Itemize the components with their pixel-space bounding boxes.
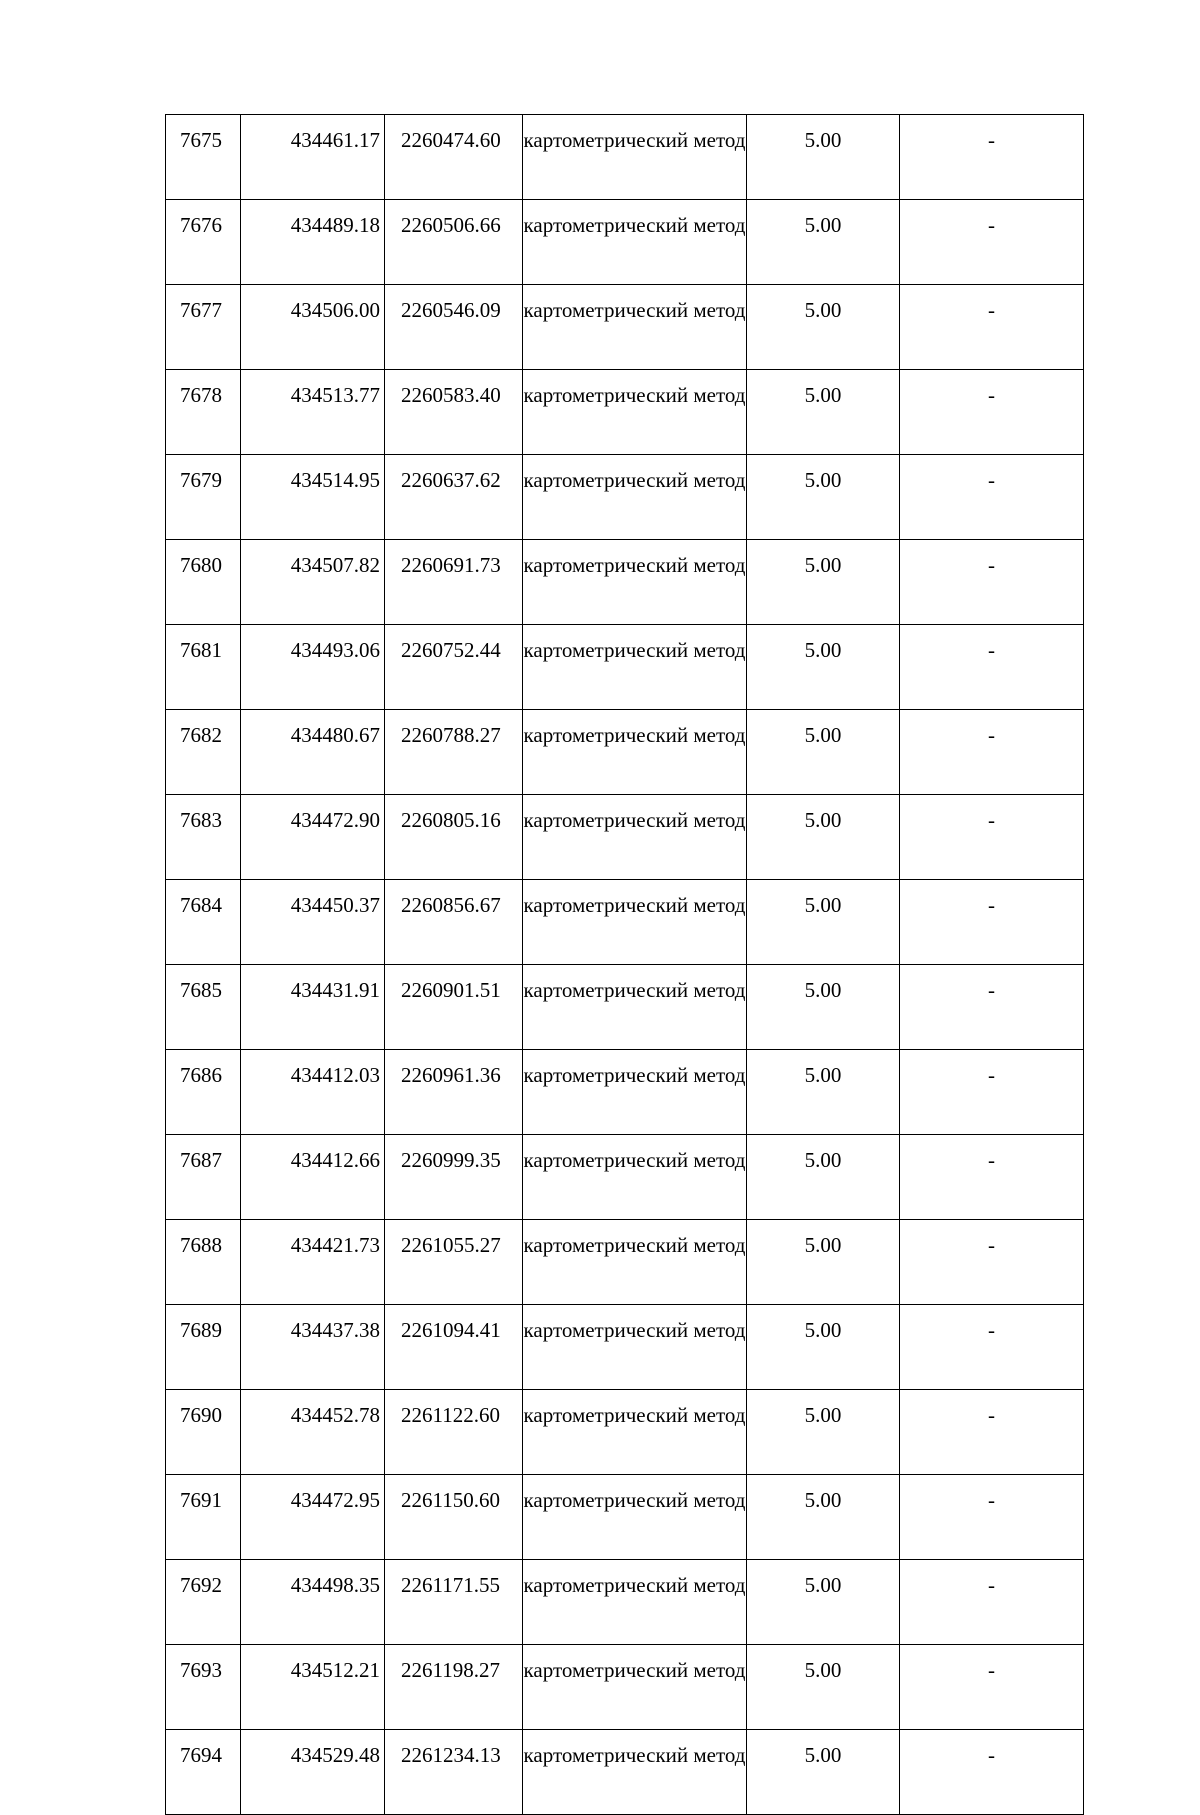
accuracy-cell: 5.00 — [747, 1645, 900, 1730]
accuracy-cell: 5.00 — [747, 965, 900, 1050]
accuracy-cell: 5.00 — [747, 625, 900, 710]
note-cell: - — [900, 285, 1084, 370]
y-coordinate-cell: 2261198.27 — [385, 1645, 523, 1730]
note-cell: - — [900, 625, 1084, 710]
point-id-cell: 7684 — [166, 880, 241, 965]
method-cell: картометрический метод — [523, 200, 747, 285]
method-cell: картометрический метод — [523, 285, 747, 370]
x-coordinate-cell: 434472.90 — [241, 795, 385, 880]
accuracy-cell: 5.00 — [747, 1305, 900, 1390]
y-coordinate-cell: 2260474.60 — [385, 115, 523, 200]
table-row — [166, 625, 1084, 710]
method-cell: картометрический метод — [523, 1135, 747, 1220]
table-row — [166, 1645, 1084, 1730]
coordinates-table — [165, 114, 1084, 1815]
y-coordinate-cell: 2260999.35 — [385, 1135, 523, 1220]
point-id-cell: 7687 — [166, 1135, 241, 1220]
point-id-cell: 7678 — [166, 370, 241, 455]
y-coordinate-cell: 2261055.27 — [385, 1220, 523, 1305]
note-cell: - — [900, 1305, 1084, 1390]
y-coordinate-cell: 2260901.51 — [385, 965, 523, 1050]
accuracy-cell: 5.00 — [747, 795, 900, 880]
method-cell: картометрический метод — [523, 1220, 747, 1305]
note-cell: - — [900, 455, 1084, 540]
method-cell: картометрический метод — [523, 115, 747, 200]
note-cell: - — [900, 1135, 1084, 1220]
accuracy-cell: 5.00 — [747, 880, 900, 965]
table-row — [166, 455, 1084, 540]
point-id-cell: 7691 — [166, 1475, 241, 1560]
point-id-cell: 7677 — [166, 285, 241, 370]
point-id-cell: 7681 — [166, 625, 241, 710]
method-cell: картометрический метод — [523, 795, 747, 880]
method-cell: картометрический метод — [523, 1390, 747, 1475]
y-coordinate-cell: 2261234.13 — [385, 1730, 523, 1815]
y-coordinate-cell: 2260805.16 — [385, 795, 523, 880]
accuracy-cell: 5.00 — [747, 200, 900, 285]
method-cell: картометрический метод — [523, 1730, 747, 1815]
point-id-cell: 7679 — [166, 455, 241, 540]
table-row — [166, 1135, 1084, 1220]
note-cell: - — [900, 1475, 1084, 1560]
point-id-cell: 7690 — [166, 1390, 241, 1475]
y-coordinate-cell: 2261171.55 — [385, 1560, 523, 1645]
x-coordinate-cell: 434506.00 — [241, 285, 385, 370]
table-row — [166, 370, 1084, 455]
table-row — [166, 1390, 1084, 1475]
accuracy-cell: 5.00 — [747, 115, 900, 200]
method-cell: картометрический метод — [523, 880, 747, 965]
note-cell: - — [900, 1730, 1084, 1815]
note-cell: - — [900, 710, 1084, 795]
note-cell: - — [900, 1220, 1084, 1305]
y-coordinate-cell: 2260637.62 — [385, 455, 523, 540]
y-coordinate-cell: 2260506.66 — [385, 200, 523, 285]
point-id-cell: 7688 — [166, 1220, 241, 1305]
note-cell: - — [900, 1645, 1084, 1730]
method-cell: картометрический метод — [523, 710, 747, 795]
accuracy-cell: 5.00 — [747, 1220, 900, 1305]
method-cell: картометрический метод — [523, 1645, 747, 1730]
table-row — [166, 1305, 1084, 1390]
point-id-cell: 7689 — [166, 1305, 241, 1390]
x-coordinate-cell: 434480.67 — [241, 710, 385, 795]
note-cell: - — [900, 115, 1084, 200]
note-cell: - — [900, 880, 1084, 965]
table-row — [166, 710, 1084, 795]
accuracy-cell: 5.00 — [747, 1560, 900, 1645]
point-id-cell: 7694 — [166, 1730, 241, 1815]
x-coordinate-cell: 434472.95 — [241, 1475, 385, 1560]
method-cell: картометрический метод — [523, 1305, 747, 1390]
point-id-cell: 7693 — [166, 1645, 241, 1730]
x-coordinate-cell: 434514.95 — [241, 455, 385, 540]
method-cell: картометрический метод — [523, 625, 747, 710]
accuracy-cell: 5.00 — [747, 285, 900, 370]
y-coordinate-cell: 2260856.67 — [385, 880, 523, 965]
accuracy-cell: 5.00 — [747, 710, 900, 795]
x-coordinate-cell: 434498.35 — [241, 1560, 385, 1645]
table-row — [166, 540, 1084, 625]
x-coordinate-cell: 434493.06 — [241, 625, 385, 710]
table-row — [166, 285, 1084, 370]
table-row — [166, 115, 1084, 200]
accuracy-cell: 5.00 — [747, 540, 900, 625]
table-row — [166, 1730, 1084, 1815]
x-coordinate-cell: 434513.77 — [241, 370, 385, 455]
note-cell: - — [900, 795, 1084, 880]
y-coordinate-cell: 2260788.27 — [385, 710, 523, 795]
accuracy-cell: 5.00 — [747, 455, 900, 540]
x-coordinate-cell: 434512.21 — [241, 1645, 385, 1730]
table-row — [166, 200, 1084, 285]
table-row — [166, 1220, 1084, 1305]
coordinates-table-body — [166, 115, 1084, 1815]
y-coordinate-cell: 2260961.36 — [385, 1050, 523, 1135]
method-cell: картометрический метод — [523, 1050, 747, 1135]
x-coordinate-cell: 434412.66 — [241, 1135, 385, 1220]
note-cell: - — [900, 1050, 1084, 1135]
note-cell: - — [900, 1560, 1084, 1645]
y-coordinate-cell: 2261094.41 — [385, 1305, 523, 1390]
note-cell: - — [900, 965, 1084, 1050]
x-coordinate-cell: 434507.82 — [241, 540, 385, 625]
accuracy-cell: 5.00 — [747, 1050, 900, 1135]
note-cell: - — [900, 540, 1084, 625]
accuracy-cell: 5.00 — [747, 1730, 900, 1815]
x-coordinate-cell: 434452.78 — [241, 1390, 385, 1475]
x-coordinate-cell: 434529.48 — [241, 1730, 385, 1815]
accuracy-cell: 5.00 — [747, 1390, 900, 1475]
method-cell: картометрический метод — [523, 540, 747, 625]
point-id-cell: 7680 — [166, 540, 241, 625]
accuracy-cell: 5.00 — [747, 370, 900, 455]
method-cell: картометрический метод — [523, 965, 747, 1050]
method-cell: картометрический метод — [523, 455, 747, 540]
point-id-cell: 7685 — [166, 965, 241, 1050]
point-id-cell: 7682 — [166, 710, 241, 795]
y-coordinate-cell: 2261150.60 — [385, 1475, 523, 1560]
table-row — [166, 965, 1084, 1050]
table-row — [166, 1475, 1084, 1560]
x-coordinate-cell: 434421.73 — [241, 1220, 385, 1305]
x-coordinate-cell: 434450.37 — [241, 880, 385, 965]
accuracy-cell: 5.00 — [747, 1135, 900, 1220]
method-cell: картометрический метод — [523, 1475, 747, 1560]
point-id-cell: 7686 — [166, 1050, 241, 1135]
table-row — [166, 880, 1084, 965]
x-coordinate-cell: 434437.38 — [241, 1305, 385, 1390]
table-row — [166, 1050, 1084, 1135]
table-row — [166, 795, 1084, 880]
note-cell: - — [900, 200, 1084, 285]
x-coordinate-cell: 434489.18 — [241, 200, 385, 285]
method-cell: картометрический метод — [523, 1560, 747, 1645]
note-cell: - — [900, 1390, 1084, 1475]
method-cell: картометрический метод — [523, 370, 747, 455]
y-coordinate-cell: 2261122.60 — [385, 1390, 523, 1475]
x-coordinate-cell: 434461.17 — [241, 115, 385, 200]
point-id-cell: 7692 — [166, 1560, 241, 1645]
point-id-cell: 7675 — [166, 115, 241, 200]
y-coordinate-cell: 2260546.09 — [385, 285, 523, 370]
accuracy-cell: 5.00 — [747, 1475, 900, 1560]
y-coordinate-cell: 2260691.73 — [385, 540, 523, 625]
point-id-cell: 7683 — [166, 795, 241, 880]
note-cell: - — [900, 370, 1084, 455]
x-coordinate-cell: 434412.03 — [241, 1050, 385, 1135]
y-coordinate-cell: 2260583.40 — [385, 370, 523, 455]
table-row — [166, 1560, 1084, 1645]
x-coordinate-cell: 434431.91 — [241, 965, 385, 1050]
point-id-cell: 7676 — [166, 200, 241, 285]
y-coordinate-cell: 2260752.44 — [385, 625, 523, 710]
